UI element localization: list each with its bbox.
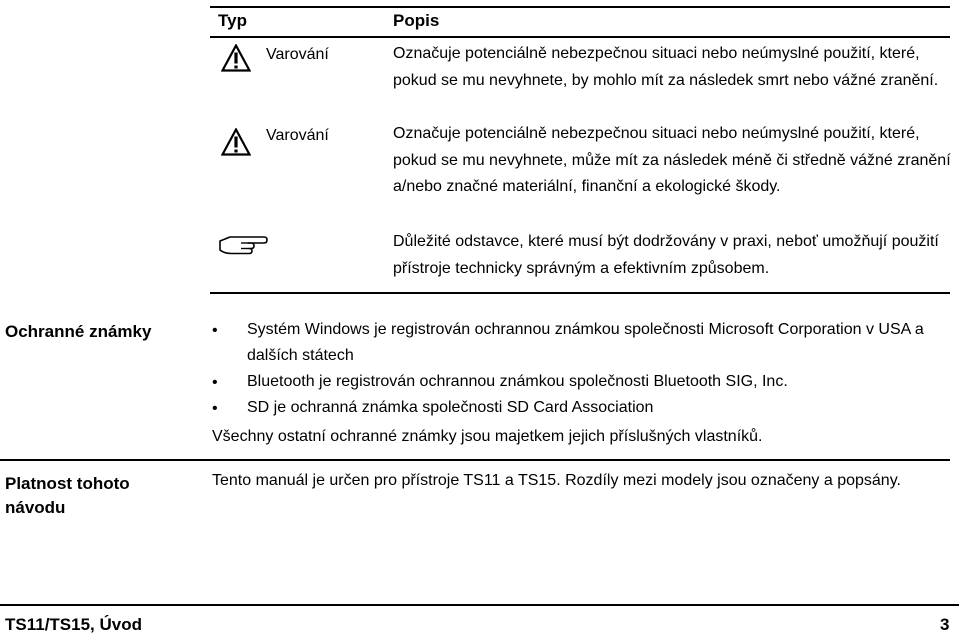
trademarks-heading: Ochranné známky — [5, 322, 152, 341]
validity-text: Tento manuál je určen pro přístroje TS11 a TS15. Rozdíly mezi modely jsou označeny a popsány. — [212, 472, 901, 489]
header-rule — [210, 36, 950, 38]
footer-rule — [0, 604, 959, 606]
table-bottom-rule — [210, 292, 950, 294]
page-number: 3 — [940, 615, 950, 634]
footer-title: TS11/TS15, Úvod — [5, 615, 142, 634]
caution-type-label: Varování — [266, 127, 329, 144]
trademarks-note: Všechny ostatní ochranné známky jsou majetkem jejich příslušných vlastníků. — [212, 428, 763, 445]
warning-type-label: Varování — [266, 46, 329, 63]
trademarks-rule — [0, 459, 950, 461]
trademark-item-windows: Systém Windows je registrován ochrannou známkou společnosti Microsoft Corporation v USA a dalších státech — [247, 321, 924, 364]
trademark-bullet: • — [212, 400, 218, 417]
trademark-bullet: • — [212, 322, 218, 339]
trademark-item-sd: SD je ochranná známka společnosti SD Card Association — [247, 399, 654, 416]
trademark-item-bluetooth: Bluetooth je registrován ochrannou známkou společnosti Bluetooth SIG, Inc. — [247, 373, 788, 390]
warning-description: Označuje potenciálně nebezpečnou situaci nebo neúmyslné použití, které, pokud se mu nevyhnete, by mohlo mít za následek smrt nebo vážné zranění. — [393, 45, 939, 89]
trademark-bullet: • — [212, 374, 218, 391]
important-description: Důležité odstavce, které musí být dodržovány v praxi, neboť umožňují použití přístroje technicky správným a efektivním způsobem. — [393, 233, 939, 277]
type-column-header: Typ — [218, 11, 247, 30]
warning-triangle-icon — [221, 44, 251, 77]
caution-description: Označuje potenciálně nebezpečnou situaci nebo neúmyslné použití, které, pokud se mu nevyhnete, může mít za následek méně či středně vážné zranění a/nebo značné materiální, finanční a ekologické škody. — [393, 125, 951, 195]
description-column-header: Popis — [393, 11, 440, 30]
caution-triangle-icon — [221, 128, 251, 161]
table-top-rule — [210, 6, 950, 8]
validity-heading: Platnost tohoto návodu — [5, 474, 130, 517]
pointing-hand-icon — [218, 233, 268, 260]
